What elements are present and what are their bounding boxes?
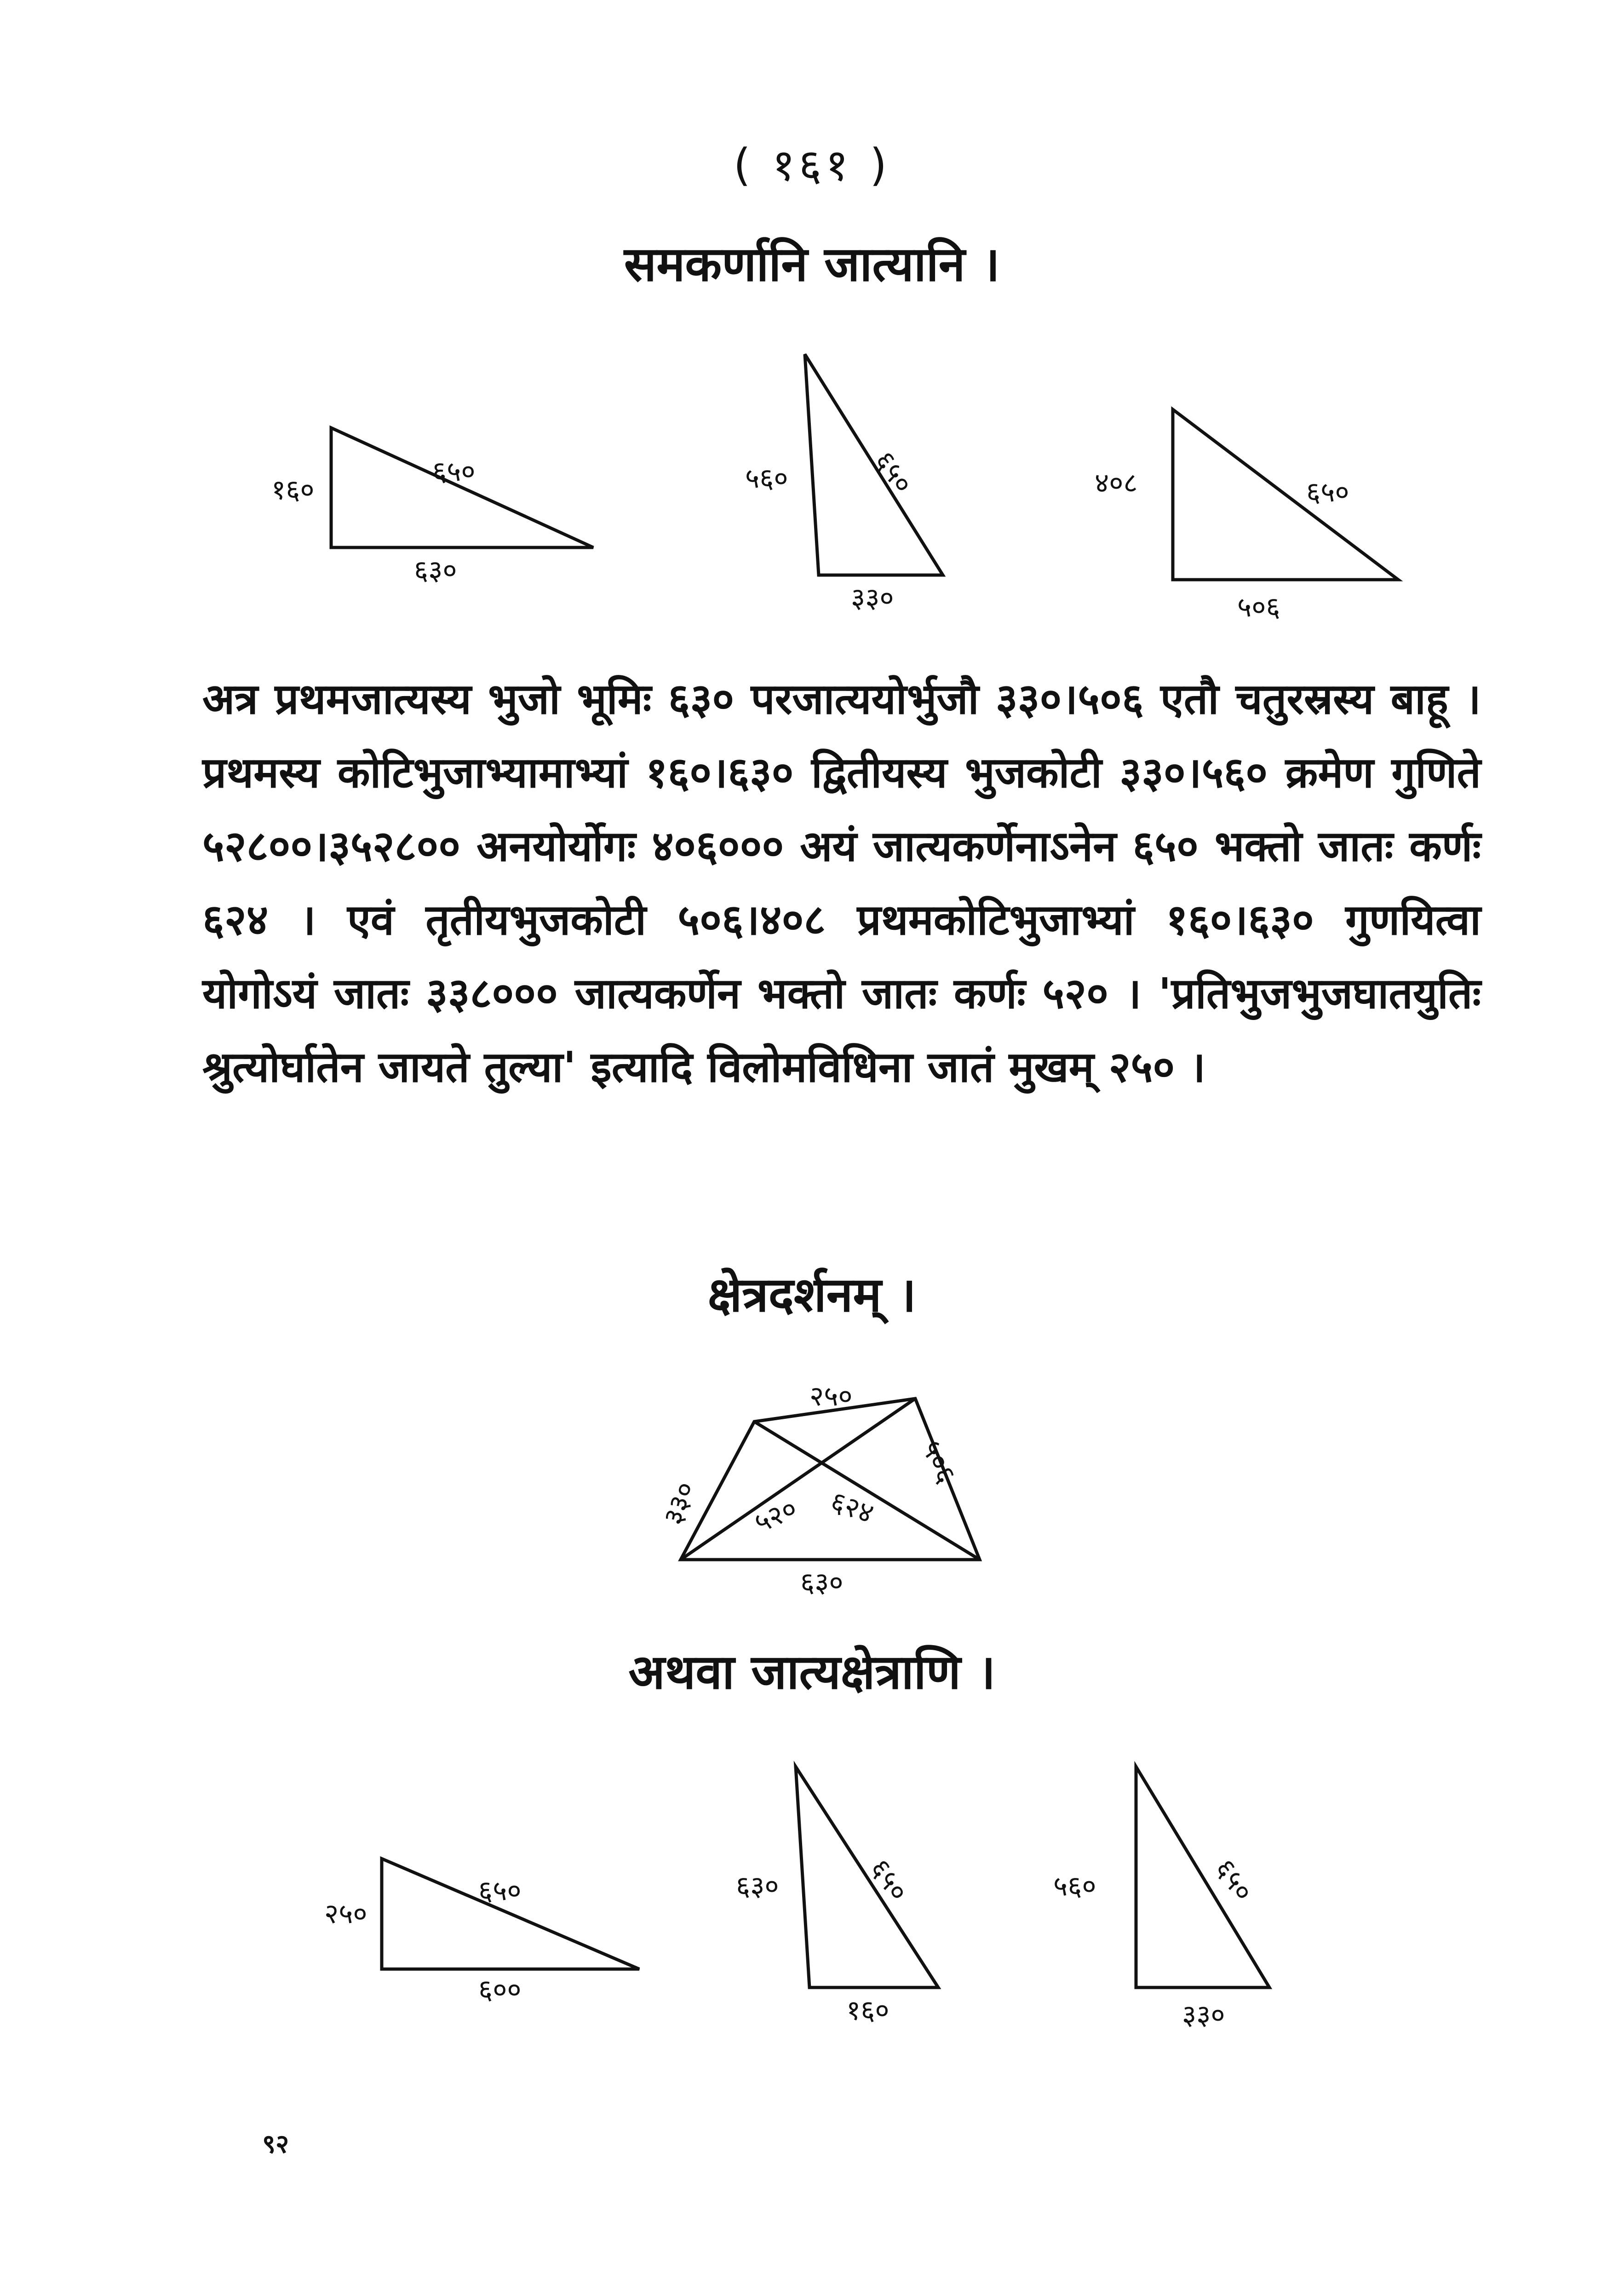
triangle-figure-3 — [1085, 396, 1453, 626]
triangle-5-hypotenuse-label: ६५० — [863, 1853, 915, 1907]
triangle-6-side-label: ५६० — [1053, 1870, 1096, 1902]
triangle-6-base-label: ३३० — [1182, 1999, 1225, 2031]
triangle-1-hypotenuse-label: ६५० — [432, 455, 476, 488]
triangle-figure-2 — [736, 340, 975, 626]
signature-mark: ९२ — [262, 2129, 289, 2159]
main-paragraph — [202, 662, 1481, 1104]
triangle-2-base-label: ३३० — [851, 582, 894, 614]
triangle-figure-4 — [313, 1831, 662, 2006]
triangle-4-side-label: २५० — [324, 1898, 367, 1930]
quad-top-label: २५० — [809, 1380, 853, 1412]
triangle-5-side-label: ६३० — [736, 1870, 779, 1902]
triangle-2-side-label: ५६० — [745, 462, 788, 495]
triangle-figure-5 — [727, 1748, 975, 2027]
triangle-1-side-label: १६० — [271, 474, 315, 506]
triangle-3-side-label: ४०८ — [1095, 467, 1138, 499]
quad-bottom-label: ६३० — [800, 1567, 844, 1599]
triangle-figure-6 — [1039, 1748, 1315, 2033]
triangle-6-hypotenuse-label: ६५० — [1208, 1853, 1260, 1907]
quad-diagonal-1-label: ५२० — [749, 1492, 802, 1540]
quad-right-label: ५०६ — [915, 1435, 963, 1488]
triangle-4-hypotenuse-label: ६५० — [478, 1875, 522, 1907]
triangle-3-base-label: ५०६ — [1237, 591, 1280, 623]
triangle-4-base-label: ६०० — [478, 1974, 522, 2006]
triangle-figure-1 — [258, 414, 625, 598]
page-number: ( १६१ ) — [733, 139, 891, 191]
section-heading-equal-hypotenuse: समकर्णानि जात्यानि । — [624, 236, 1000, 292]
section-heading-right-triangles: अथवा जात्यक्षेत्राणि । — [628, 1644, 996, 1700]
section-heading-figure-view: क्षेत्रदर्शनम् । — [707, 1267, 917, 1323]
quad-diagonal-2-label: ६२४ — [826, 1485, 878, 1530]
paragraph-text: अत्र प्रथमजात्यस्य भुजो भूमिः ६३० परजात्ययोर्भुजौ ३३०।५०६ एतौ चतुरस्रस्य बाहू । प्रथमस्य कोटिभुजाभ्यामाभ्यां १६०।६३० द्वितीयस्य भुजकोटी ३३०।५६० क्रमेण गुणिते ५२८००।३५२८०० अनयोर्योगः ४०६००० अयं जात्यकर्णेनाऽनेन ६५० भक्तो जातः कर्णः ६२४ । एवं तृतीयभुजकोटी ५०६।४०८ प्रथमकोटिभुजाभ्यां १६०।६३० गुणयित्वा योगोऽयं जातः ३३८००० जात्यकर्णेन भक्तो जातः कर्णः ५२० । 'प्रतिभुजभुजघातयुतिः श्रुत्योर्घातेन जायते तुल्या' इत्यादि विलोमविधिना जातं मुखम् २५० । — [202, 674, 1481, 1092]
triangle-1-base-label: ६३० — [414, 554, 457, 587]
quad-left-label: ३३० — [657, 1477, 702, 1529]
triangle-5-base-label: १६० — [846, 1994, 889, 2027]
triangle-2-hypotenuse-label: ६५० — [868, 445, 919, 500]
quadrilateral-figure — [644, 1371, 1012, 1610]
triangle-3-hypotenuse-label: ६५० — [1306, 476, 1349, 508]
